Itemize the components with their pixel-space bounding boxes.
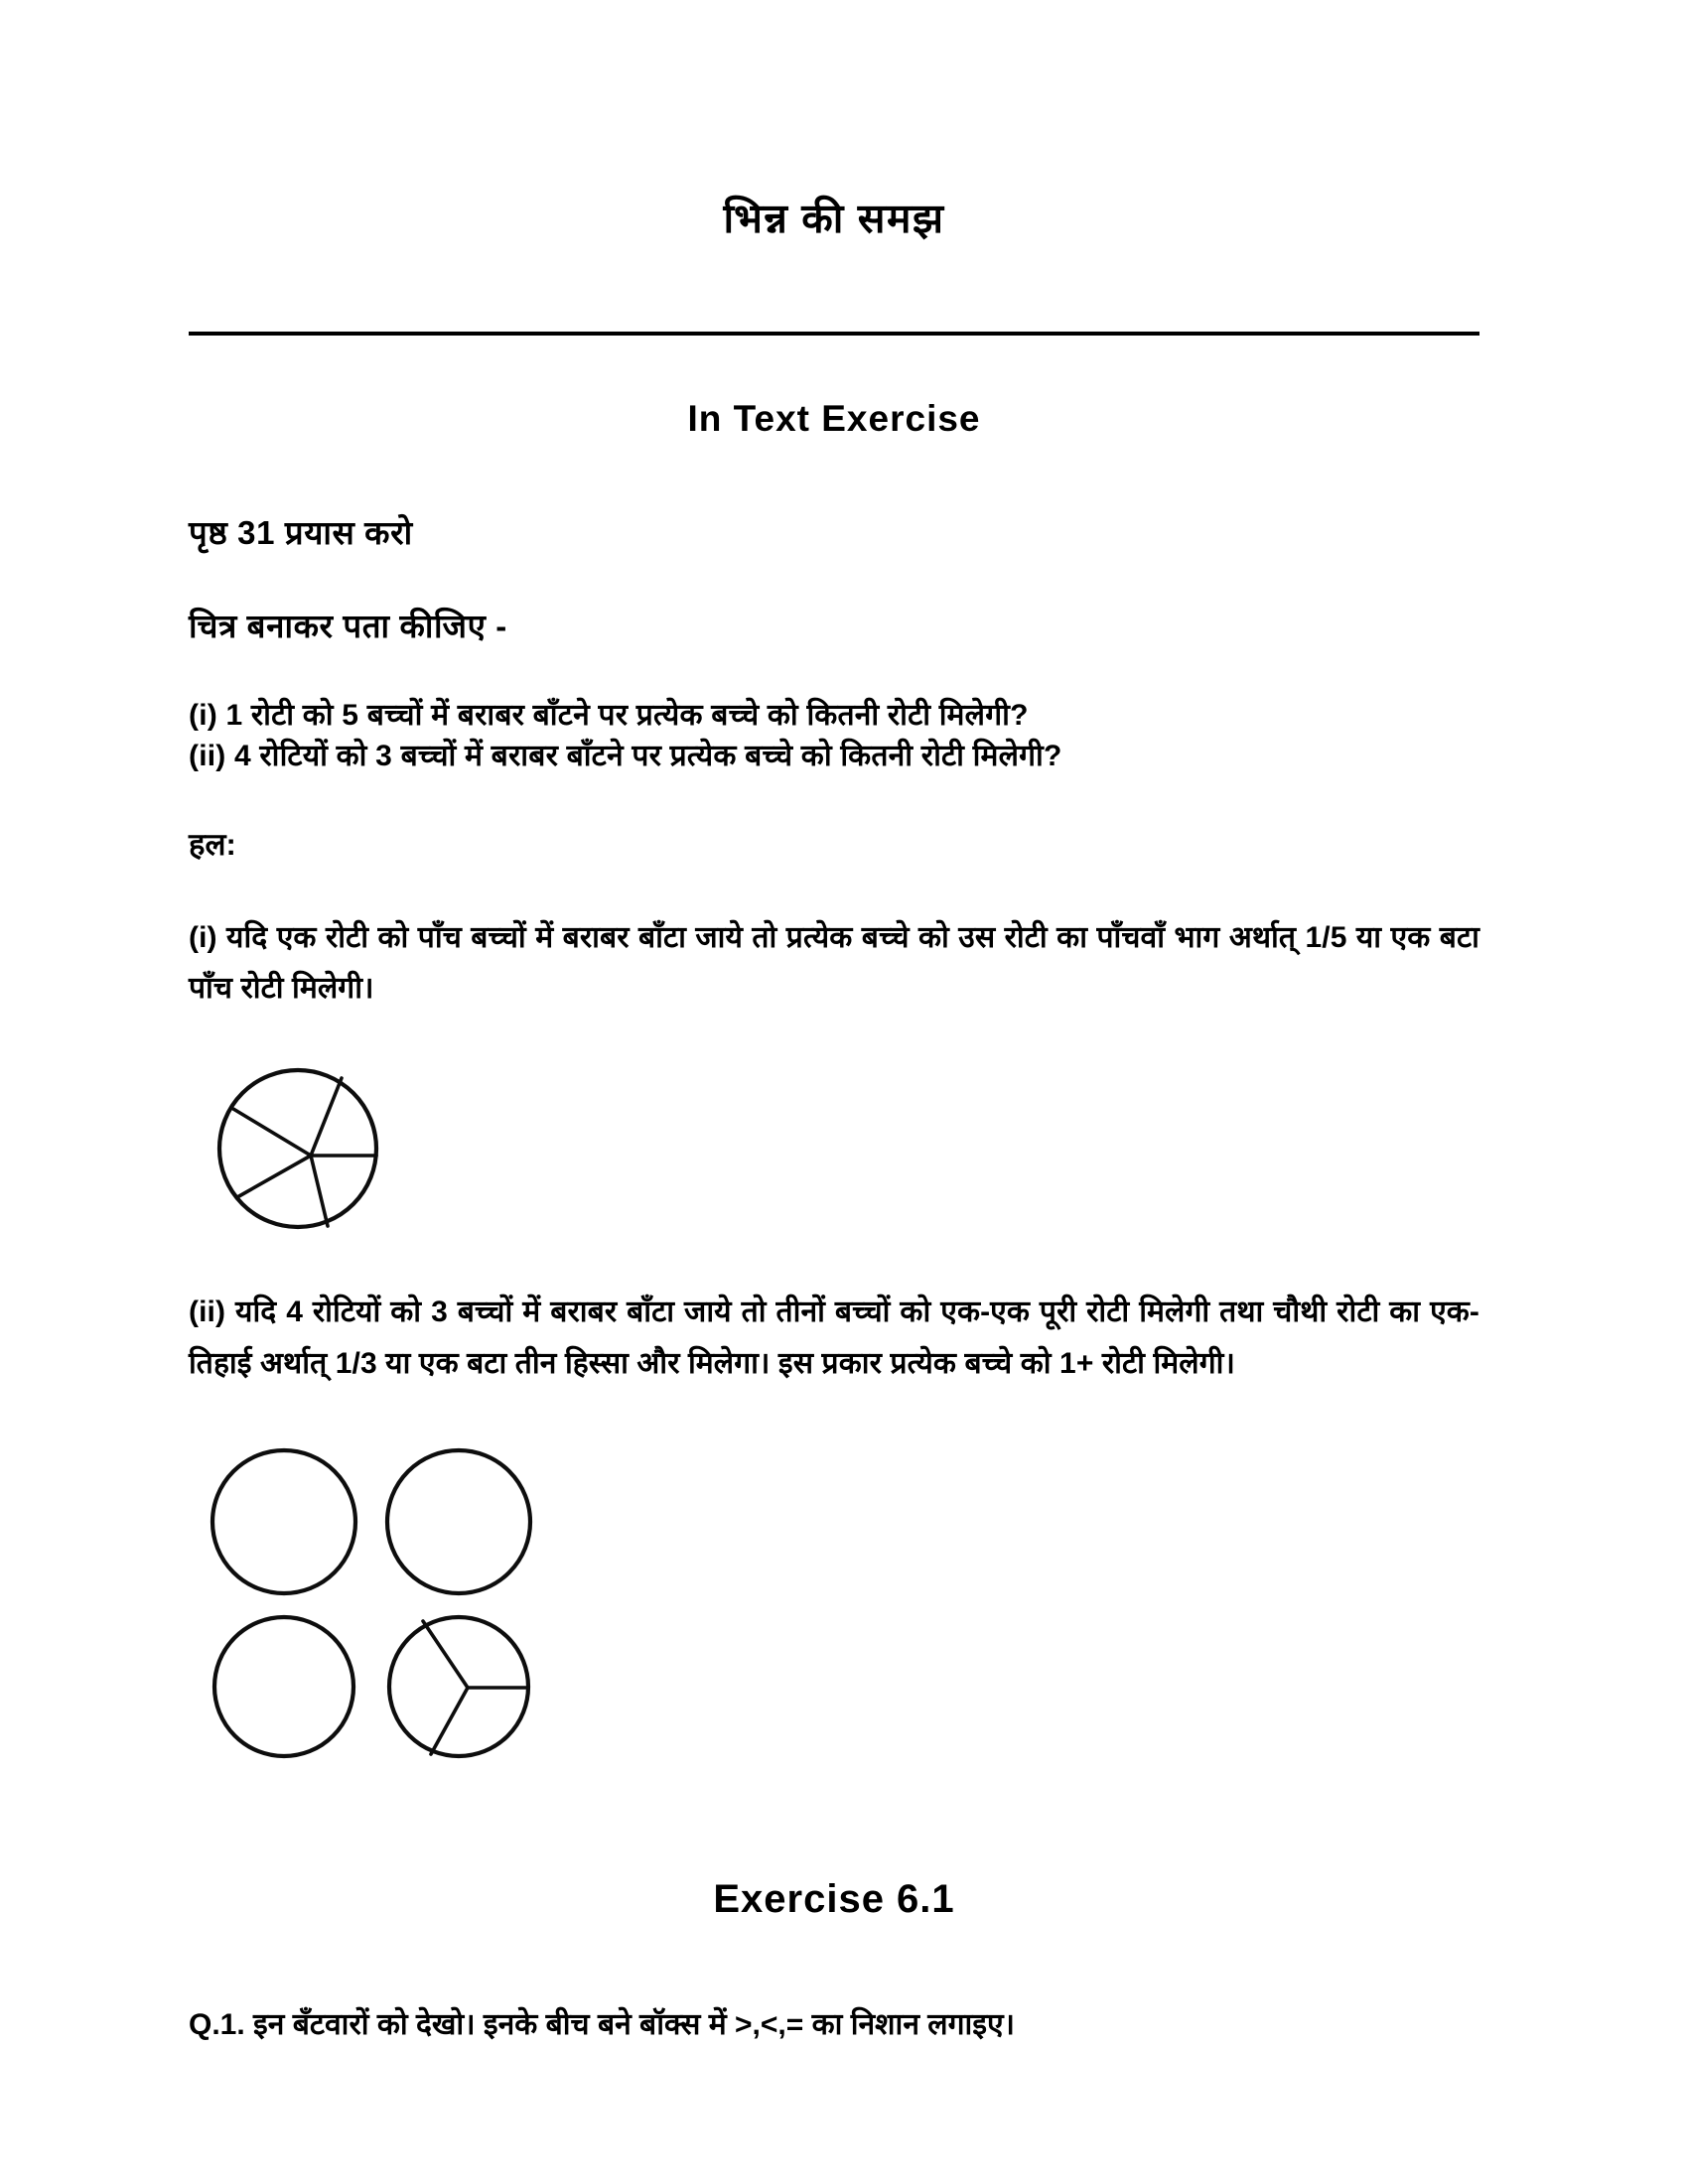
page-title: भिन्न की समझ [723, 196, 945, 241]
circle-divided-in-thirds [389, 1617, 528, 1756]
header-divider [189, 332, 1479, 336]
whole-circle-bottom-left [214, 1617, 353, 1756]
question-item-i: (i) 1 रोटी को 5 बच्चों में बराबर बाँटने पर प्रत्येक बच्चे को कितनी रोटी मिलेगी? [189, 699, 1029, 733]
figure-roti-divided-in-fifths [211, 1058, 1479, 1239]
exercise-heading: Exercise 6.1 [713, 1877, 955, 1922]
whole-circle-top-left [212, 1450, 355, 1593]
figure-four-rotis [203, 1446, 1479, 1764]
solution-paragraph-ii: (ii) यदि 4 रोटियों को 3 बच्चों में बराबर बाँटा जाये तो तीनों बच्चों को एक-एक पूरी रोटी मिलेगी तथा चौथी रोटी का एक-तिहाई अर्थात् 1/3 या एक बटा तीन हिस्सा और मिलेगा। इस प्रकार प्रत्येक बच्चे को 1+ रोटी मिलेगी। [189, 1296, 1479, 1380]
page-content [189, 0, 1479, 2046]
section-heading-in-text-exercise: In Text Exercise [687, 398, 981, 440]
solution-paragraph-i: (i) यदि एक रोटी को पाँच बच्चों में बराबर बाँटा जाये तो प्रत्येक बच्चे को उस रोटी का पाँचवाँ भाग अर्थात् 1/5 या एक बटा पाँच रोटी मिलेगी। [189, 920, 1479, 1006]
instruction-heading: चित्र बनाकर पता कीजिए - [189, 608, 507, 645]
whole-circle-top-right [387, 1450, 530, 1593]
solution-label: हल: [189, 826, 236, 862]
circle-five-parts-icon [211, 1058, 385, 1239]
exercise-question-1: Q.1. इन बँटवारों को देखो। इनके बीच बने बॉक्स में >,<,= का निशान लगाइए। [189, 2008, 1015, 2042]
page-heading-pratyas-karo: पृष्ठ 31 प्रयास करो [189, 514, 413, 552]
four-circles-icon [203, 1446, 552, 1764]
question-list [189, 695, 1479, 777]
question-item-ii: (ii) 4 रोटियों को 3 बच्चों में बराबर बाँटने पर प्रत्येक बच्चे को कितनी रोटी मिलेगी? [189, 740, 1062, 773]
